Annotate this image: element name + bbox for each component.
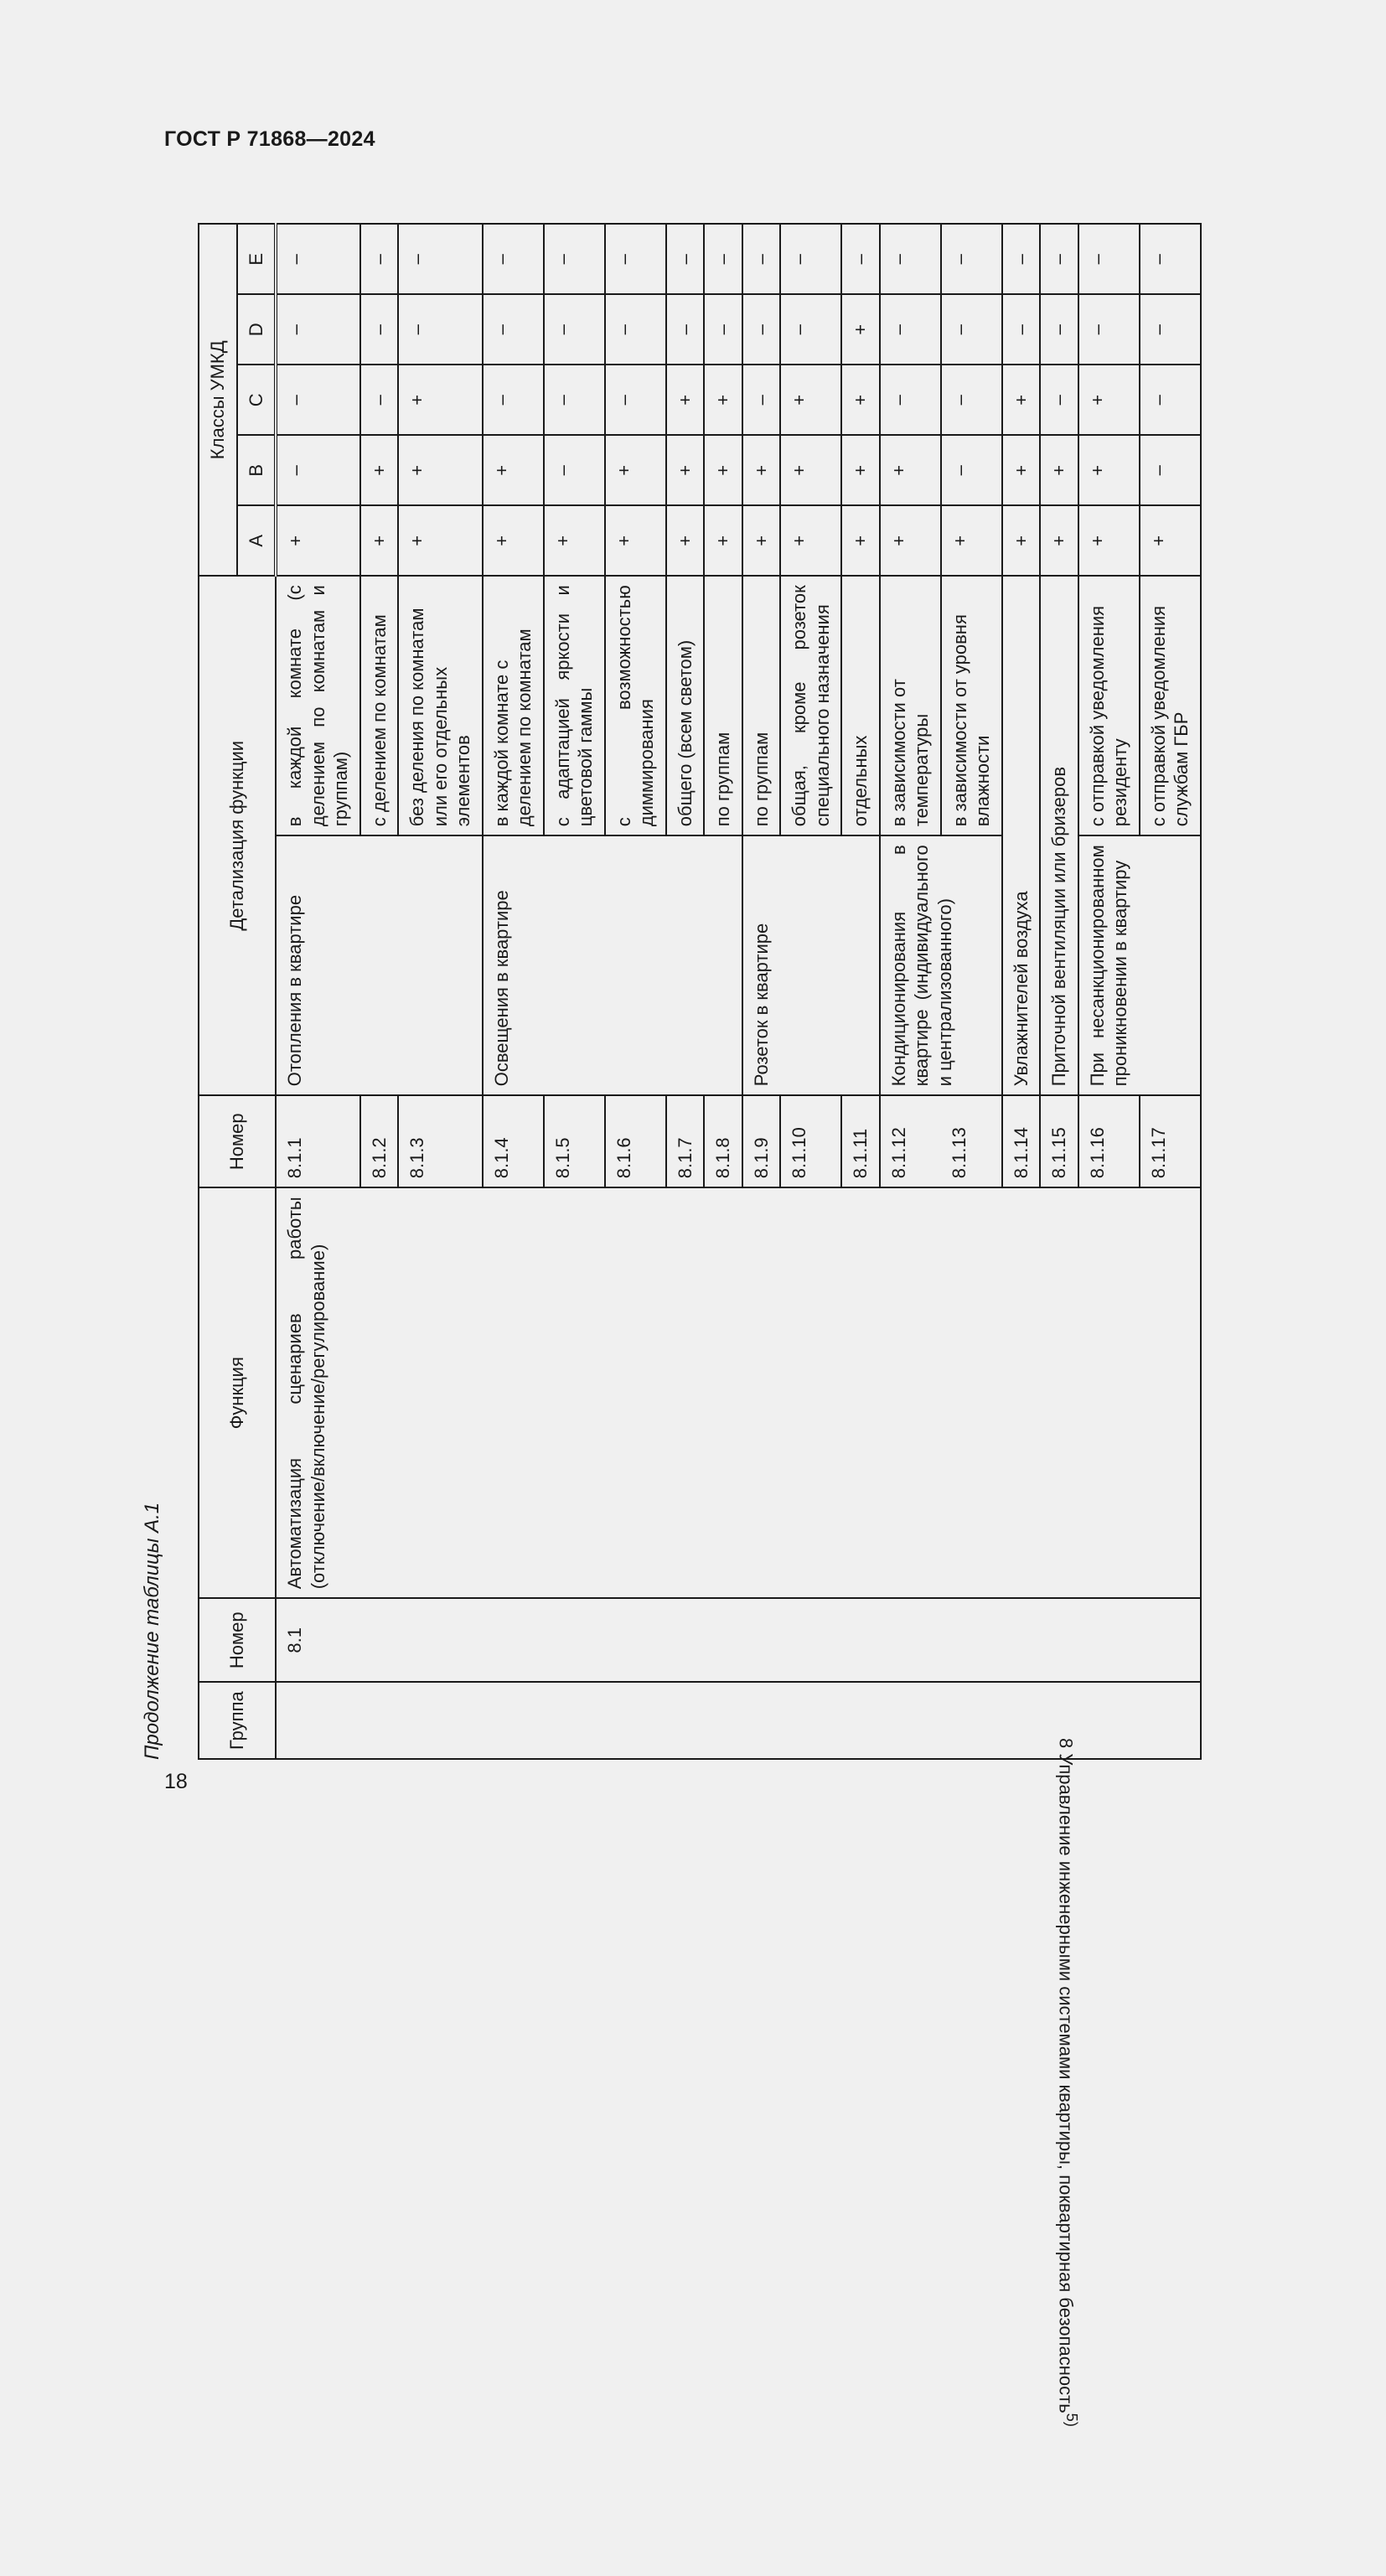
row-number: 8.1.15: [1040, 1095, 1078, 1187]
class-b-value: +: [605, 435, 666, 505]
function-name: Автоматизация сценариев работы (отключение/включение/регулирование): [276, 1187, 1201, 1598]
col-header-class-b: B: [237, 435, 277, 505]
class-d-value: –: [704, 294, 742, 365]
class-c-value: –: [276, 365, 360, 435]
row-number: 8.1.3: [398, 1095, 483, 1187]
class-e-value: –: [1040, 224, 1078, 294]
row-number: 8.1.9: [742, 1095, 781, 1187]
class-b-value: –: [941, 435, 1002, 505]
class-a-value: +: [941, 505, 1002, 576]
detail-group: Приточной вентиляции или бризеров: [1040, 576, 1078, 1095]
detail-sub: с делением по комнатам: [360, 576, 399, 835]
class-d-value: –: [544, 294, 605, 365]
detail-sub: с отправкой уведомления резиденту: [1078, 576, 1140, 835]
class-a-value: +: [1078, 505, 1140, 576]
class-b-value: +: [704, 435, 742, 505]
col-header-number: Номер: [199, 1598, 276, 1682]
class-a-value: +: [780, 505, 841, 576]
class-c-value: –: [742, 365, 781, 435]
rotated-table-area: [141, 193, 1297, 2427]
class-b-value: +: [483, 435, 544, 505]
class-a-value: +: [605, 505, 666, 576]
class-d-value: –: [666, 294, 705, 365]
class-a-value: +: [880, 505, 941, 576]
class-c-value: –: [483, 365, 544, 435]
class-e-value: –: [742, 224, 781, 294]
class-b-value: +: [841, 435, 880, 505]
detail-sub: общего (всем светом): [666, 576, 705, 835]
class-e-value: –: [666, 224, 705, 294]
function-number: 8.1: [276, 1598, 1201, 1682]
detail-group: Кондиционирования в квартире (индивидуального и централизованного): [880, 835, 1002, 1095]
row-number: 8.1.13: [941, 1095, 1002, 1187]
class-c-value: +: [780, 365, 841, 435]
row-number: 8.1.4: [483, 1095, 544, 1187]
class-d-value: –: [780, 294, 841, 365]
detail-sub: общая, кроме розеток специального назначения: [780, 576, 841, 835]
class-b-value: –: [1140, 435, 1201, 505]
col-header-sub-number: Номер: [199, 1095, 276, 1187]
class-c-value: +: [841, 365, 880, 435]
detail-sub: в каждой комнате с делением по комнатам: [483, 576, 544, 835]
class-b-value: +: [1002, 435, 1041, 505]
class-d-value: –: [276, 294, 360, 365]
col-header-detail: Детализация функции: [199, 576, 276, 1095]
class-b-value: +: [398, 435, 483, 505]
row-number: 8.1.1: [276, 1095, 360, 1187]
class-d-value: –: [742, 294, 781, 365]
class-d-value: –: [605, 294, 666, 365]
row-number: 8.1.5: [544, 1095, 605, 1187]
class-c-value: –: [941, 365, 1002, 435]
class-c-value: +: [704, 365, 742, 435]
class-e-value: –: [1140, 224, 1201, 294]
class-c-value: +: [1078, 365, 1140, 435]
detail-sub: с отправкой уведомления службам ГБР: [1140, 576, 1201, 835]
class-b-value: –: [276, 435, 360, 505]
class-c-value: –: [1140, 365, 1201, 435]
table-row: [276, 224, 360, 1759]
col-header-function: Функция: [199, 1187, 276, 1598]
row-number: 8.1.16: [1078, 1095, 1140, 1187]
class-a-value: +: [704, 505, 742, 576]
class-e-value: –: [605, 224, 666, 294]
class-a-value: +: [276, 505, 360, 576]
class-a-value: +: [841, 505, 880, 576]
class-c-value: –: [880, 365, 941, 435]
class-e-value: –: [544, 224, 605, 294]
detail-group: Освещения в квартире: [483, 835, 742, 1095]
detail-sub: по группам: [742, 576, 781, 835]
row-number: 8.1.10: [780, 1095, 841, 1187]
class-d-value: –: [398, 294, 483, 365]
detail-sub: в зависимости от температуры: [880, 576, 941, 835]
class-e-value: –: [276, 224, 360, 294]
class-b-value: +: [880, 435, 941, 505]
class-b-value: +: [360, 435, 399, 505]
row-number: 8.1.12: [880, 1095, 941, 1187]
class-b-value: +: [780, 435, 841, 505]
class-e-value: –: [360, 224, 399, 294]
col-header-classes: Классы УМКД: [199, 224, 237, 576]
class-e-value: –: [483, 224, 544, 294]
document-header: ГОСТ Р 71868—2024: [164, 127, 375, 151]
detail-group: Отопления в квартире: [276, 835, 483, 1095]
class-c-value: –: [1040, 365, 1078, 435]
class-a-value: +: [483, 505, 544, 576]
class-c-value: –: [544, 365, 605, 435]
detail-group: При несанкционированном проникновении в квартиру: [1078, 835, 1201, 1095]
requirements-table: [198, 223, 1202, 2427]
class-a-value: +: [742, 505, 781, 576]
row-number: 8.1.11: [841, 1095, 880, 1187]
class-c-value: +: [398, 365, 483, 435]
class-e-value: –: [398, 224, 483, 294]
group-cell: [276, 1682, 1201, 2427]
class-b-value: +: [742, 435, 781, 505]
class-a-value: +: [398, 505, 483, 576]
col-header-group: Группа: [199, 1682, 276, 1759]
detail-sub: в зависимости от уровня влажности: [941, 576, 1002, 835]
detail-sub: в каждой комнате (с делением по комнатам и группам): [276, 576, 360, 835]
class-e-value: –: [1002, 224, 1041, 294]
class-d-value: +: [841, 294, 880, 365]
table-caption: Продолжение таблицы А.1: [141, 1502, 163, 1760]
class-c-value: +: [666, 365, 705, 435]
class-e-value: –: [704, 224, 742, 294]
detail-sub: с адаптацией яркости и цветовой гаммы: [544, 576, 605, 835]
row-number: 8.1.2: [360, 1095, 399, 1187]
class-d-value: –: [360, 294, 399, 365]
row-number: 8.1.6: [605, 1095, 666, 1187]
class-b-value: +: [666, 435, 705, 505]
class-e-value: –: [941, 224, 1002, 294]
class-d-value: –: [1040, 294, 1078, 365]
class-d-value: –: [1140, 294, 1201, 365]
class-d-value: –: [483, 294, 544, 365]
class-a-value: +: [544, 505, 605, 576]
class-e-value: –: [841, 224, 880, 294]
class-a-value: +: [360, 505, 399, 576]
detail-sub: отдельных: [841, 576, 880, 835]
row-number: 8.1.8: [704, 1095, 742, 1187]
class-e-value: –: [880, 224, 941, 294]
class-a-value: +: [1140, 505, 1201, 576]
class-a-value: +: [666, 505, 705, 576]
class-c-value: –: [605, 365, 666, 435]
class-c-value: +: [1002, 365, 1041, 435]
row-number: 8.1.14: [1002, 1095, 1041, 1187]
class-c-value: –: [360, 365, 399, 435]
detail-group: Увлажнителей воздуха: [1002, 576, 1041, 1095]
class-b-value: +: [1078, 435, 1140, 505]
class-d-value: –: [941, 294, 1002, 365]
class-d-value: –: [1078, 294, 1140, 365]
class-b-value: –: [544, 435, 605, 505]
class-e-value: –: [780, 224, 841, 294]
detail-sub: по группам: [704, 576, 742, 835]
detail-sub: без деления по комнатам или его отдельных элементов: [398, 576, 483, 835]
detail-group: Розеток в квартире: [742, 835, 880, 1095]
col-header-class-a: A: [237, 505, 277, 576]
page-number: 18: [164, 1770, 188, 1793]
col-header-class-e: E: [237, 224, 277, 294]
class-d-value: –: [880, 294, 941, 365]
class-e-value: –: [1078, 224, 1140, 294]
col-header-class-d: D: [237, 294, 277, 365]
col-header-class-c: C: [237, 365, 277, 435]
class-a-value: +: [1040, 505, 1078, 576]
class-a-value: +: [1002, 505, 1041, 576]
class-b-value: +: [1040, 435, 1078, 505]
class-d-value: –: [1002, 294, 1041, 365]
detail-sub: с возможностью диммирования: [605, 576, 666, 835]
row-number: 8.1.17: [1140, 1095, 1201, 1187]
group-label: 8 Управление инженерными системами квартиры, поквартирная безопасность$^{5)}$: [1055, 1738, 1081, 2427]
row-number: 8.1.7: [666, 1095, 705, 1187]
